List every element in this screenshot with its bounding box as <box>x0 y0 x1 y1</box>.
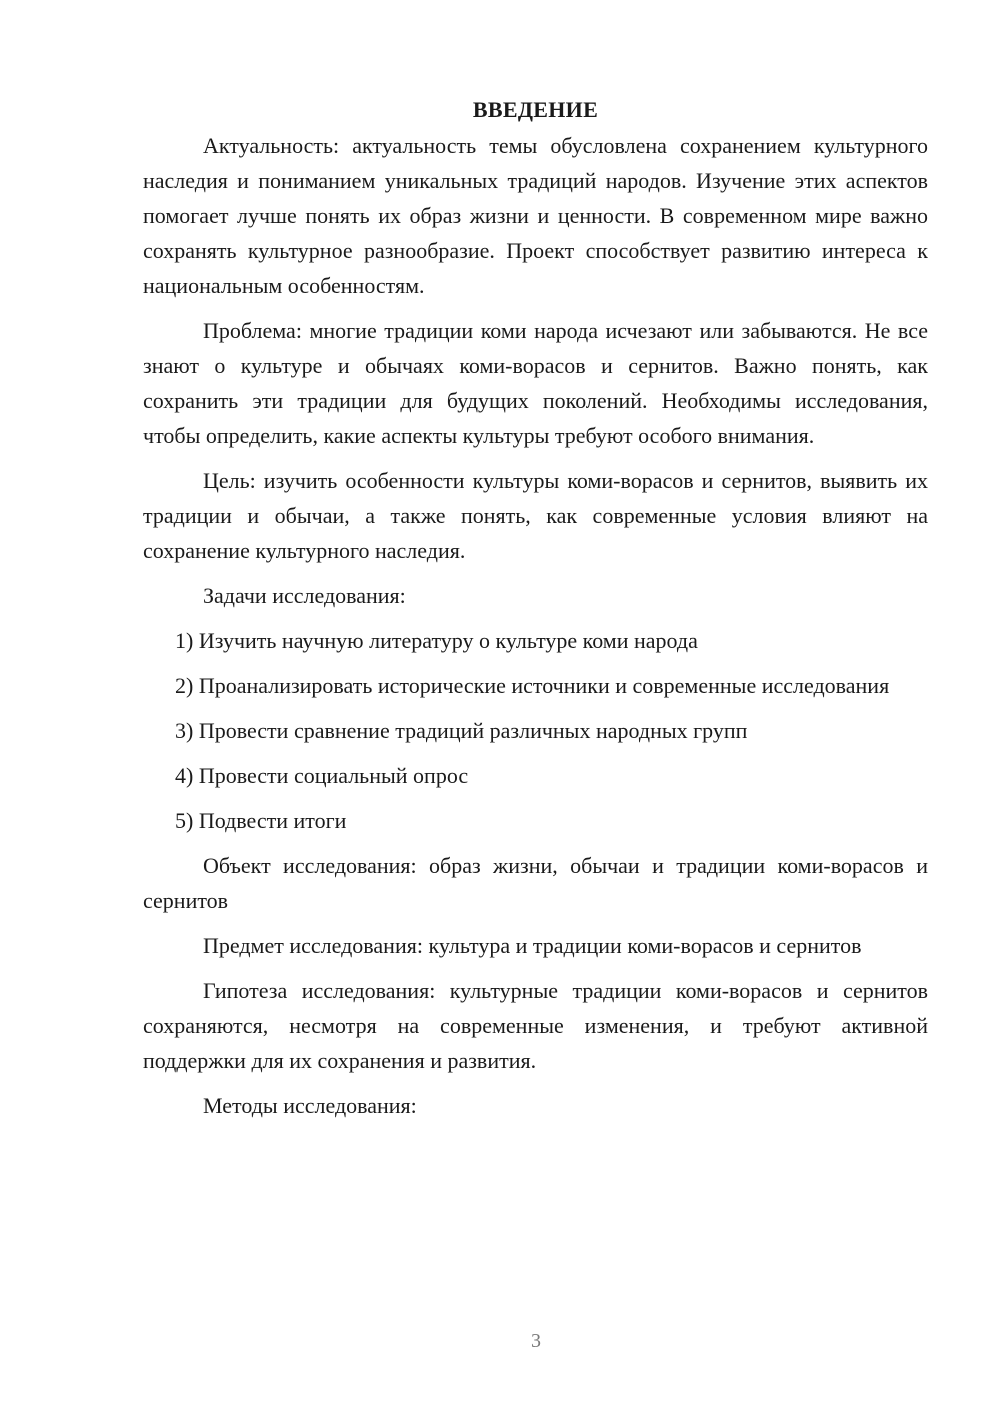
page-title: ВВЕДЕНИЕ <box>472 97 599 122</box>
task-item-3: 3) Провести сравнение традиций различных народных групп <box>175 718 748 743</box>
subject-paragraph: Предмет исследования: культура и традиции коми-ворасов и сернитов <box>203 933 862 958</box>
problem-paragraph: Проблема: многие традиции коми народа исчезают или забываются. Не все знают о культуре и обычаях коми-ворасов и сернитов. Важно понять, как сохранить эти традиции для будущих поколений. Необходимы исследования, чтобы определить, какие аспекты культуры требуют особого внимания. <box>143 318 928 448</box>
task-item-4: 4) Провести социальный опрос <box>175 763 469 788</box>
goal-paragraph: Цель: изучить особенности культуры коми-ворасов и сернитов, выявить их традиции и обычаи, а также понять, как современные условия влияют на сохранение культурного наследия. <box>143 468 928 563</box>
task-item-2: 2) Проанализировать исторические источники и современные исследования <box>175 673 890 698</box>
methods-heading: Методы исследования: <box>203 1093 417 1118</box>
task-item-5: 5) Подвести итоги <box>175 808 347 833</box>
page-number: 3 <box>531 1330 541 1352</box>
object-paragraph: Объект исследования: образ жизни, обычаи и традиции коми-ворасов и сернитов <box>143 853 928 913</box>
hypothesis-paragraph: Гипотеза исследования: культурные традиции коми-ворасов и сернитов сохраняются, несмотря на современные изменения, и требуют активной поддержки для их сохранения и развития. <box>143 978 928 1073</box>
document-page <box>143 92 928 1133</box>
tasks-heading: Задачи исследования: <box>203 583 406 608</box>
relevance-paragraph: Актуальность: актуальность темы обусловлена сохранением культурного наследия и пониманием уникальных традиций народов. Изучение этих аспектов помогает лучше понять их образ жизни и ценности. В современном мире важно сохранять культурное разнообразие. Проект способствует развитию интереса к национальным особенностям. <box>143 133 928 298</box>
task-item-1: 1) Изучить научную литературу о культуре коми народа <box>175 628 698 653</box>
